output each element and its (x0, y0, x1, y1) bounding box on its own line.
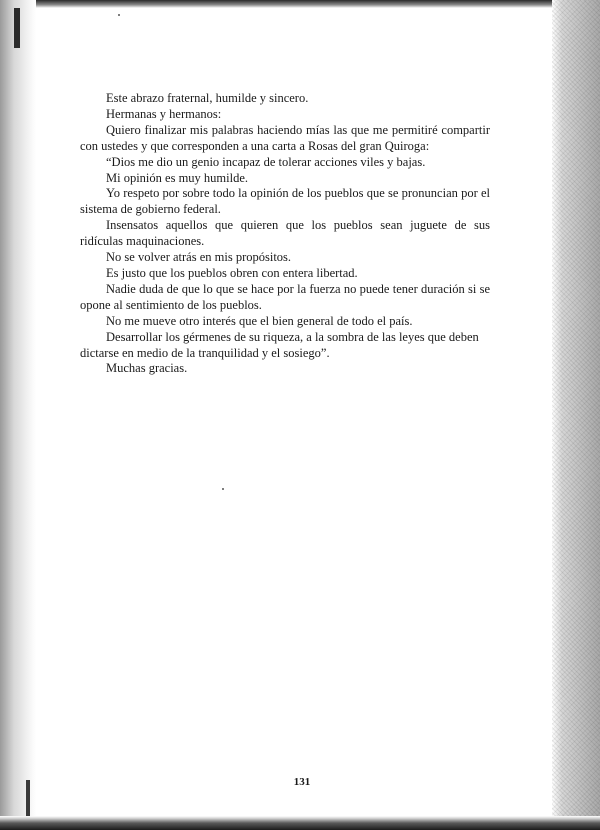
paragraph: Mi opinión es muy humilde. (106, 170, 249, 185)
paragraph: Insensatos aquellos que quieren que los pueblos sean juguete de sus ridículas maquinaciones. (80, 218, 490, 249)
scan-edge-left (0, 0, 36, 830)
scan-speck (118, 14, 120, 16)
paragraph: Es justo que los pueblos obren con entera libertad. (106, 265, 358, 280)
scan-speck (222, 488, 224, 490)
paragraph: Este abrazo fraternal, humilde y sincero. (106, 91, 309, 105)
paragraph: Muchas gracias. (106, 361, 188, 376)
paragraph: “Dios me dio un genio incapaz de tolerar acciones viles y bajas. (106, 154, 426, 169)
scan-edge-right (552, 0, 600, 830)
paragraph: Quiero finalizar mis palabras haciendo mías las que me permitiré compartir con ustedes y que corresponden a una carta a Rosas del gran Quiroga: (80, 122, 490, 153)
page-number: 131 (293, 776, 311, 788)
scan-mark-left-top (14, 8, 20, 48)
scan-edge-top (0, 0, 600, 8)
paragraph: Nadie duda de que lo que se hace por la fuerza no puede tener duración si se opone al sentimiento de los pueblos. (80, 281, 490, 312)
scan-edge-bottom (0, 816, 600, 830)
paragraph: Yo respeto por sobre todo la opinión de los pueblos que se pronuncian por el sistema de gobierno federal. (80, 186, 490, 217)
paragraph: Hermanas y hermanos: (106, 106, 222, 121)
paragraph: Desarrollar los gérmenes de su riqueza, a la sombra de las leyes que deben dictarse en medio de la tranquilidad y el sosiego”. (80, 329, 479, 360)
paragraph: No se volver atrás en mis propósitos. (106, 250, 292, 265)
document-body (80, 91, 490, 377)
paragraph: No me mueve otro interés que el bien general de todo el país. (106, 313, 413, 328)
